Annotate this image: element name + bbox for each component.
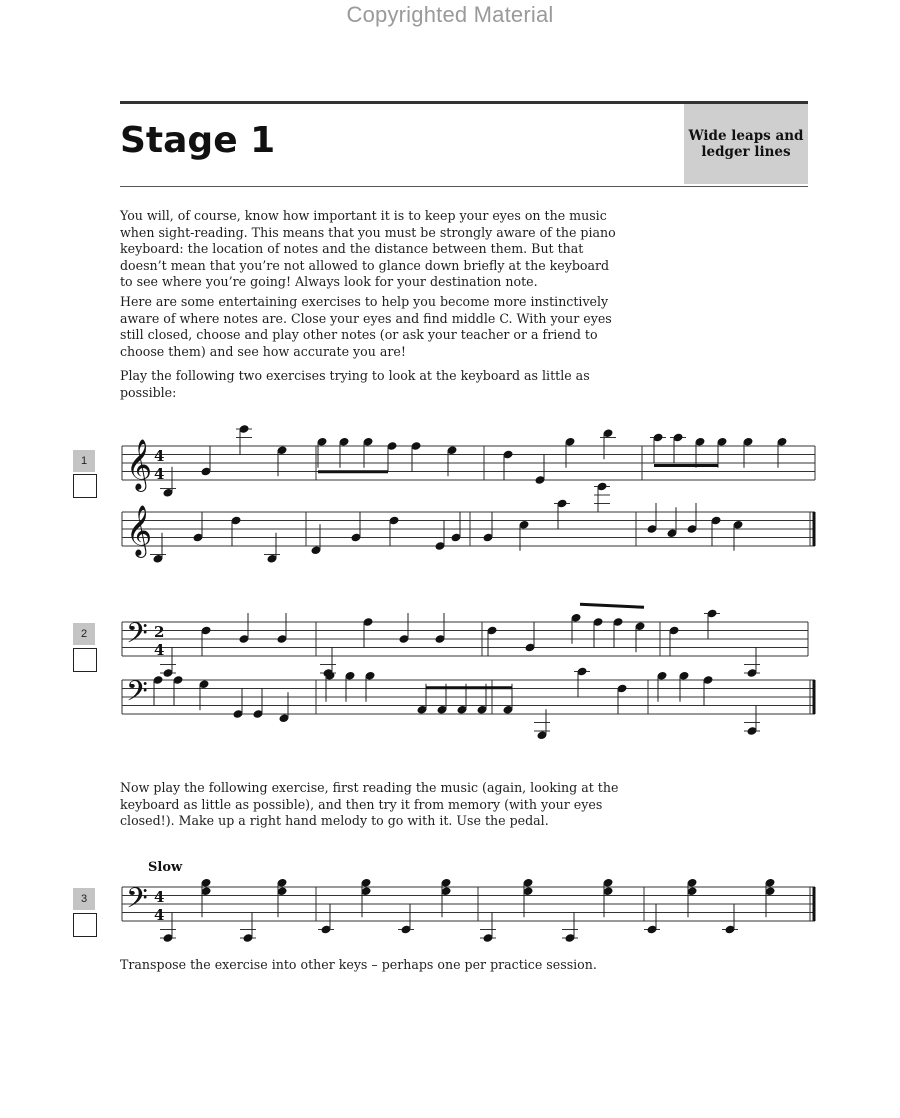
exercise-intro-paragraph: Here are some entertaining exercises to help you become more instinctively aware of where notes are. Close your eyes and find middle C. With your eyes still closed, choose and play other notes (or ask your teacher or a friend to choose them) and see how accurate you are! [120, 294, 612, 359]
tempo-marking: Slow [148, 860, 183, 875]
time-signature-numerator: 4 [154, 888, 165, 906]
exercise-1-number: 1 [73, 450, 95, 472]
beam [580, 604, 644, 607]
copyright-watermark: Copyrighted Material [346, 2, 554, 27]
time-signature-denominator: 4 [154, 906, 165, 924]
time-signature-denominator: 4 [154, 465, 165, 483]
topic-box: Wide leaps and ledger lines [684, 104, 808, 184]
treble-clef-icon: 𝄞 [126, 439, 153, 490]
instruction-paragraph: Play the following two exercises trying to look at the keyboard as little as possible: [120, 368, 590, 400]
treble-clef-icon: 𝄞 [126, 505, 153, 556]
time-signature-numerator: 2 [154, 623, 165, 641]
time-signature-numerator: 4 [154, 447, 165, 465]
bass-clef-icon: 𝄢 [126, 675, 148, 715]
time-signature-denominator: 4 [154, 641, 165, 659]
page-title: Stage 1 [120, 120, 276, 161]
exercise-3-number: 3 [73, 888, 95, 910]
bass-clef-icon: 𝄢 [126, 882, 148, 922]
exercise-2-number: 2 [73, 623, 95, 645]
intro-paragraph: You will, of course, know how important it is to keep your eyes on the music when sight-reading. This means that you must be strongly aware of the piano keyboard: the location of notes and the distance between them. But that doesn’t mean that you’re not allowed to glance down briefly at the keyboard to see where you’re going! Always look for your destination note. [120, 208, 616, 290]
memory-paragraph: Now play the following exercise, first reading the music (again, looking at the keyboard as little as possible), and then try it from memory (with your eyes closed!). Make up a right hand melody to go with it. Use the pedal. [120, 780, 619, 829]
bass-clef-icon: 𝄢 [126, 617, 148, 657]
transpose-paragraph: Transpose the exercise into other keys – perhaps one per practice session. [120, 957, 597, 972]
